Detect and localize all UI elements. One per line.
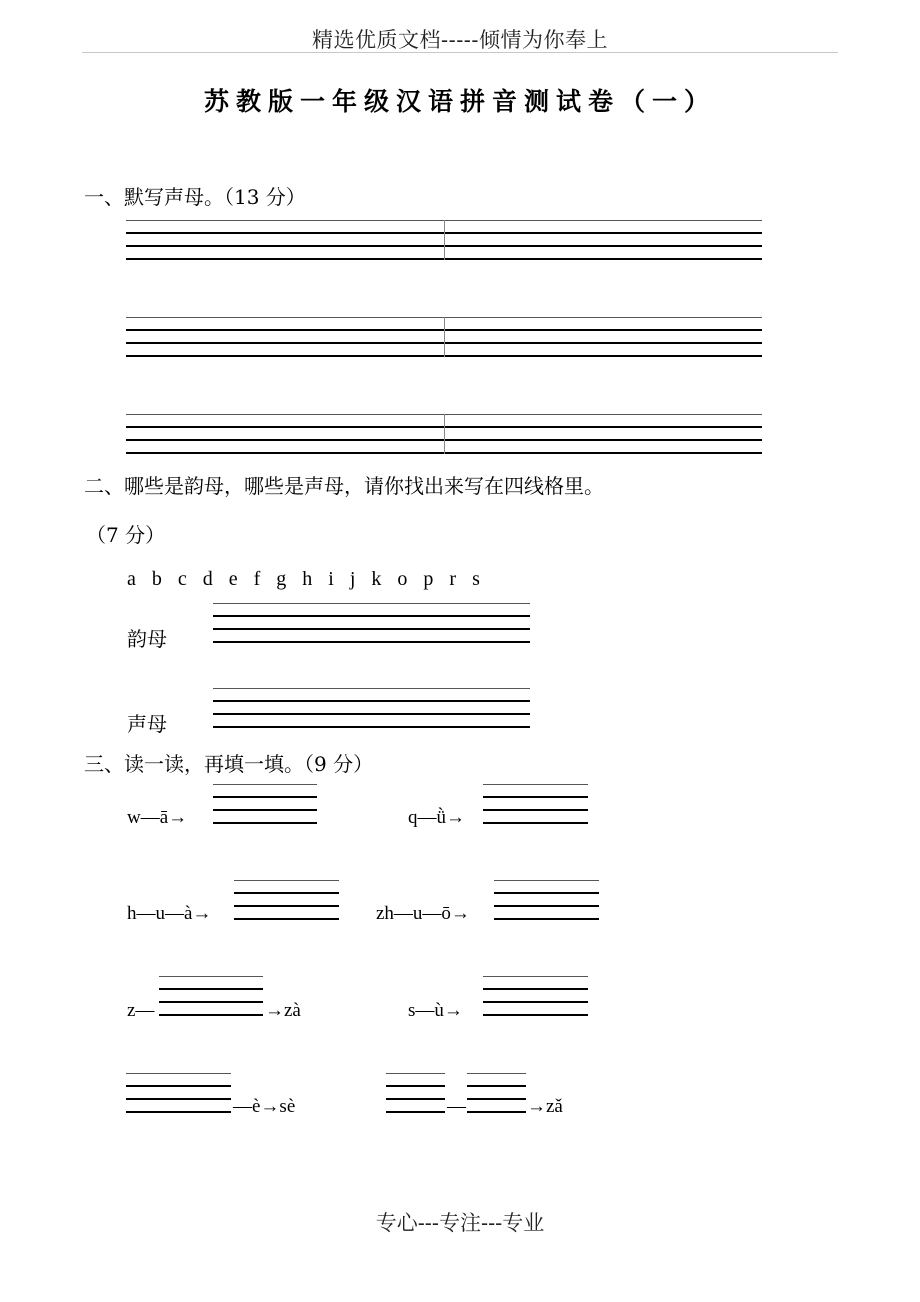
grid-line (213, 822, 317, 824)
grid-line (483, 822, 588, 824)
consonant-four-line-grid[interactable] (213, 688, 530, 728)
grid-line (494, 905, 599, 907)
grid-line (213, 700, 530, 702)
grid-line (126, 1073, 231, 1074)
answer-grid-7[interactable] (126, 1073, 231, 1113)
grid-line (483, 796, 588, 798)
grid-line (213, 784, 317, 785)
grid-separator (444, 317, 445, 357)
grid-line (126, 1085, 231, 1087)
grid-line (467, 1073, 526, 1074)
grid-line (467, 1098, 526, 1100)
grid-line (213, 603, 530, 604)
grid-line (386, 1098, 445, 1100)
spell-item-3: h—u—à→ (127, 903, 212, 924)
grid-line (213, 615, 530, 617)
grid-line (467, 1085, 526, 1087)
four-line-grid[interactable] (126, 317, 762, 357)
grid-line (159, 988, 263, 990)
spell-item-8-right: →zǎ (527, 1096, 563, 1117)
grid-line (159, 1001, 263, 1003)
grid-line (159, 1014, 263, 1016)
grid-line (483, 784, 588, 785)
answer-grid-2[interactable] (483, 784, 588, 824)
section1-heading: 一、默写声母。（13 分） (84, 185, 306, 209)
four-line-grid[interactable] (126, 414, 762, 454)
spell-item-7-right: —è→sè (233, 1096, 296, 1117)
letter-list: a b c d e f g h i j k o p r s (127, 568, 480, 590)
consonant-label: 声母 (127, 712, 167, 736)
spell-item-6: s—ù→ (408, 1000, 463, 1021)
grid-line (126, 1098, 231, 1100)
grid-line (483, 1014, 588, 1016)
grid-line (483, 809, 588, 811)
grid-line (467, 1111, 526, 1113)
page-title: 苏教版一年级汉语拼音测试卷（一） (203, 87, 716, 116)
grid-line (159, 976, 263, 977)
answer-grid-3[interactable] (234, 880, 339, 920)
spell-item-4: zh—u—ō→ (376, 903, 470, 924)
section2-heading: 二、哪些是韵母，哪些是声母，请你找出来写在四线格里。 (84, 474, 604, 498)
spell-item-1: w—ā→ (127, 807, 188, 828)
grid-line (234, 918, 339, 920)
answer-grid-1[interactable] (213, 784, 317, 824)
four-line-grid[interactable] (126, 220, 762, 260)
grid-line (126, 1111, 231, 1113)
grid-line (213, 688, 530, 689)
spell-item-8-mid: — (447, 1096, 466, 1117)
grid-line (213, 809, 317, 811)
grid-line (213, 641, 530, 643)
grid-line (386, 1085, 445, 1087)
page-footer: 专心---专注---专业 (375, 1211, 545, 1235)
grid-line (213, 713, 530, 715)
grid-line (494, 918, 599, 920)
spell-item-5-left: z— (127, 1000, 155, 1021)
grid-line (213, 628, 530, 630)
grid-line (494, 880, 599, 881)
section3-heading: 三、读一读，再填一填。（9 分） (84, 752, 374, 776)
grid-line (483, 1001, 588, 1003)
vowel-label: 韵母 (127, 627, 167, 651)
answer-grid-5[interactable] (159, 976, 263, 1016)
grid-separator (444, 220, 445, 260)
grid-line (234, 880, 339, 881)
grid-line (234, 905, 339, 907)
grid-line (483, 976, 588, 977)
grid-line (213, 726, 530, 728)
vowel-four-line-grid[interactable] (213, 603, 530, 643)
spell-item-5-right: →zà (265, 1000, 301, 1021)
answer-grid-8a[interactable] (386, 1073, 445, 1113)
page-header: 精选优质文档-----倾情为你奉上 (312, 28, 608, 52)
grid-line (494, 892, 599, 894)
grid-line (483, 988, 588, 990)
grid-separator (444, 414, 445, 454)
answer-grid-4[interactable] (494, 880, 599, 920)
grid-line (386, 1111, 445, 1113)
header-rule (82, 52, 838, 53)
grid-line (386, 1073, 445, 1074)
section2-points: （7 分） (86, 523, 166, 547)
grid-line (234, 892, 339, 894)
grid-line (213, 796, 317, 798)
spell-item-2: q—ǜ→ (408, 807, 465, 828)
answer-grid-8b[interactable] (467, 1073, 526, 1113)
answer-grid-6[interactable] (483, 976, 588, 1016)
